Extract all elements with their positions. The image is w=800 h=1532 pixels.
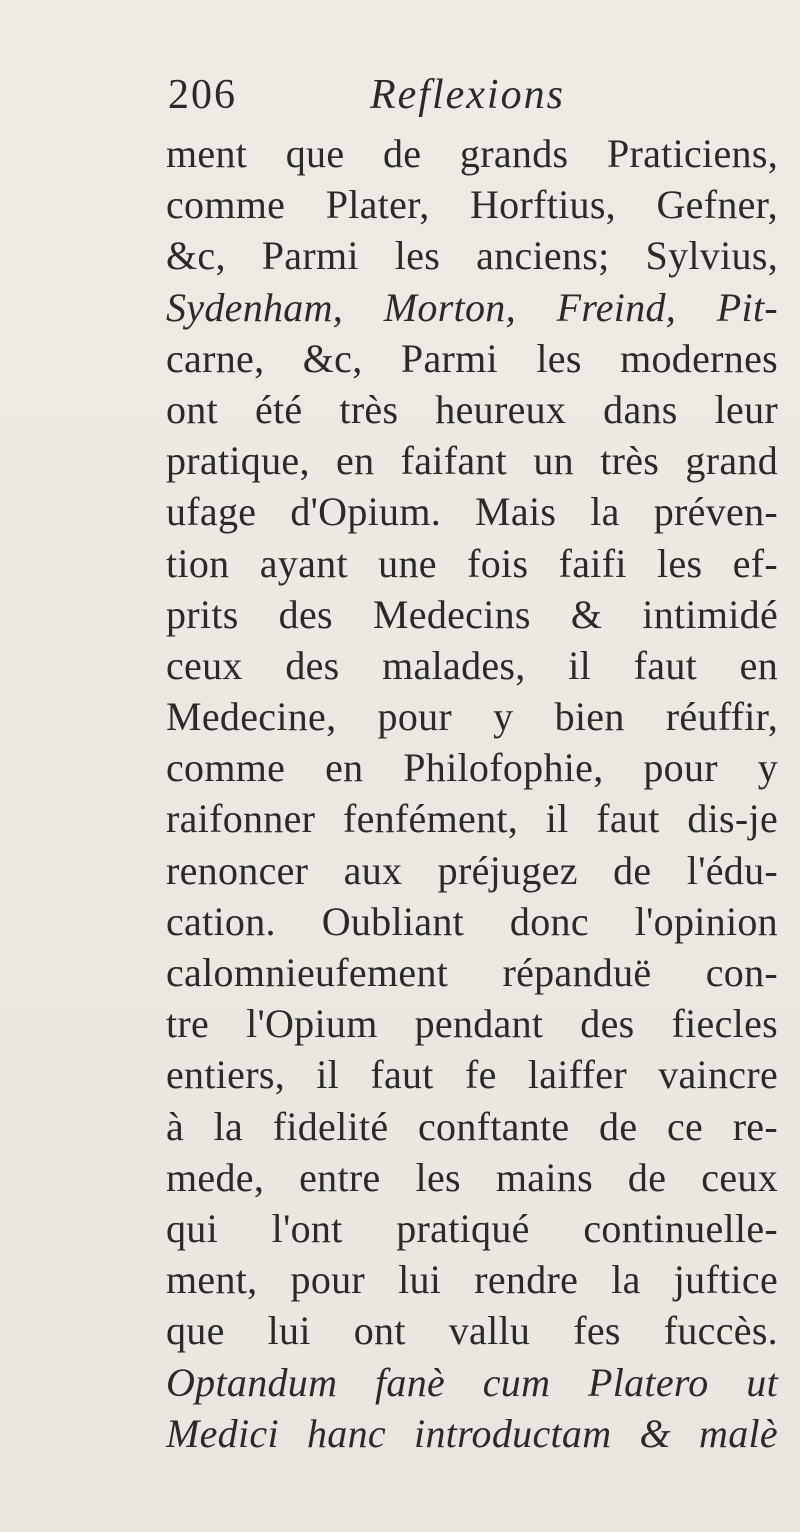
text-line: ment, pour lui rendre la juftice <box>166 1257 778 1303</box>
text-line: calomnieufement répanduë con- <box>166 950 778 995</box>
text-line: mede, entre les mains de ceux <box>166 1154 778 1200</box>
text-line: tre l'Opium pendant des fiecles <box>166 1001 778 1047</box>
text-line: comme en Philofophie, pour y <box>166 745 778 791</box>
text-line: à la fidelité conftante de ce re- <box>166 1103 778 1149</box>
text-line: Sydenham, Morton, Freind, Pit- <box>166 284 778 330</box>
running-head <box>168 66 740 124</box>
text-line: raifonner fenfément, il faut dis-je <box>166 796 778 842</box>
text-line: Medici hanc introductam & malè <box>166 1410 778 1456</box>
text-line: renoncer aux préjugez de l'édu- <box>166 847 778 893</box>
text-line: entiers, il faut fe laiffer vaincre <box>166 1052 778 1098</box>
text-line: pratique, en faifant un très grand <box>166 438 778 484</box>
text-line: ont été très heureux dans leur <box>166 386 778 432</box>
text-line: &c, Parmi les anciens; Sylvius, <box>166 233 778 279</box>
text-line: prits des Medecins & intimidé <box>166 591 778 637</box>
text-line: ment que de grands Praticiens, <box>166 131 778 176</box>
text-line: carne, &c, Parmi les modernes <box>166 335 778 381</box>
text-line: Medecine, pour y bien réuffir, <box>166 694 778 740</box>
text-line: tion ayant une fois faifi les ef- <box>166 540 778 586</box>
body-text <box>166 128 778 1459</box>
text-line: ufage d'Opium. Mais la préven- <box>166 489 778 535</box>
text-line: cation. Oubliant donc l'opinion <box>166 898 778 944</box>
text-line: comme Plater, Horftius, Gefner, <box>166 182 778 228</box>
running-title: Reflexions <box>370 72 565 118</box>
text-line: ceux des malades, il faut en <box>166 642 778 688</box>
text-line: qui l'ont pratiqué continuelle- <box>166 1205 778 1251</box>
page-number: 206 <box>168 72 237 118</box>
text-line: que lui ont vallu fes fuccès. <box>166 1308 778 1354</box>
text-line: Optandum fanè cum Platero ut <box>166 1359 778 1405</box>
